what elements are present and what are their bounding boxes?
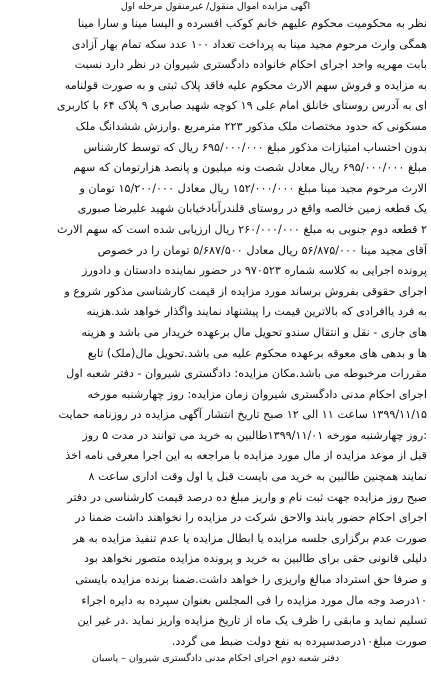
notice-line: قبل از موعد مزایده از مال مورد مزایده با مراجعه به این اجرا معرفی نامه اخذ	[65, 449, 427, 463]
notice-line: دلیلی قانونی حقی برای طالبین به خرید و پرونده مزایده متصور نخواهد بود	[84, 552, 427, 566]
notice-line: ای به آدرس روستای خانلق امام علی ۱۹ کوچه شهید صابری ۹ پلاک ۶۴ با کاربری	[56, 99, 427, 113]
notice-line: صبح روز مزایده جهت ثبت نام و واریز مبلغ ده درصد قیمت کارشناسی در دفتر	[67, 490, 427, 504]
notice-line: همگی وارث مرحوم مجید مینا به پرداخت تعداد ۱۰۰ عدد سکه تمام بهار آزادی	[71, 37, 427, 51]
notice-title: آگهی مزایده اموال منقول/ غیرمنقول مرحله اول	[120, 1, 311, 12]
notice-line: یک قطعه زمین خالصه واقع در روستای قلندرآبادخیابان شهید علیرضا صبوری	[77, 202, 427, 216]
notice-line: پرونده اجرایی به کلاسه شماره ۹۷۰۵۲۳ در حضور نماینده دادستان و دادورز	[82, 264, 427, 278]
notice-line: نظر به محکومیت محکوم علیهم خانم کوکب افسرده و الیسا مینا و سارا مینا	[77, 17, 427, 30]
notice-line: الارث مرحوم مجید مینا مبلغ ۱۵۲/۰۰۰/۰۰۰ ریال معادل ۱۵/۲۰۰/۰۰۰ تومان و	[79, 181, 427, 195]
notice-line: صورت عدم برگزاری جلسه مزایده یا ابطال مزایده یا عدم تنفیذ مزایده به هر	[73, 531, 427, 545]
notice-line: بدون احتساب امتیازات مذکور مبلغ ۶۹۵/۰۰۰/۰۰۰ ریال که توسط کارشناس	[83, 140, 427, 154]
notice-line: آقای مجید مینا ۵۶/۸۷۵/۰۰۰ ریال معادل ۵/۶۸۷/۵۰۰ تومان را در خصوص	[97, 243, 427, 257]
notice-line: های جاری - نقل و انتقال سندو تحویل مال برعهده خریدار می باشد و هزینه	[81, 325, 427, 339]
notice-line: ها و بدهی های معوقه برعهده محکوم علیه می باشد.تحویل مال(ملک) تابع	[87, 346, 427, 360]
notice-line: به مزایده و فروش سهم الارث محکوم علیه فاقد پلاک ثبتی و به صورت قولنامه	[64, 78, 427, 92]
notice-line: اجرای احکام حضور یابند والاحق شرکت در مزایده را نخواهند داشت ضمنا در	[75, 511, 427, 525]
notice-line: و صرفا حق استرداد مبالغ واریزی را خواهد داشت.ضمنا برنده مزایده بایستی	[75, 573, 427, 587]
notice-line: ۲ قطعه دوم جنوبی به مبلغ ۲۶۰/۰۰۰/۰۰۰ ریال ارزیابی شده است که سهم الارث	[57, 222, 427, 236]
notice-line: اجرای احکام مدنی دادگستری شیروان زمان مزایده: روز چهارشنبه مورخه	[87, 387, 427, 401]
notice-line: صورت مبلغ۱۰درصدسپرده به نفع دولت ضبط می گردد.	[171, 634, 427, 648]
notice-line: مبلغ ۶۹۵/۰۰۰/۰۰۰ ریال معادل شصت ونه میلیون و پانصد هزارتومان که سهم	[73, 161, 427, 175]
notice-footer: دفتر شعبه دوم اجرای احکام مدنی دادگستری شیروان – پاسبان	[91, 653, 340, 665]
notice-line: ۱۰درصد وجه مال مورد مزایده را فی المجلس بعنوان سپرده به دایره اجراء	[81, 593, 427, 607]
notice-line: اجرای حقوقی بفروش برساند مورد مزایده از قیمت کارشناسی مذکور شروع و	[64, 284, 427, 298]
notice-body	[4, 14, 427, 652]
notice-line: مسکونی که حدود مختصات ملک مذکور ۲۲۳ مترمربع .وارزش ششدانگ ملک	[75, 119, 427, 133]
notice-line: بابت مهریه واحد اجرای احکام خانواده دادگستری شیروان در نظر دارد نسبت	[74, 58, 427, 72]
notice-line: به فرد یاافرادی که بالاترین قیمت را پیشنهاد نمایند واگذار خواهد شد.هزینه	[86, 305, 427, 319]
notice-line: مقررات مرخبوطه می باشد.مکان مزایده: دادگستری شیروان - دفتر شعبه اول	[66, 367, 427, 381]
notice-line: تسلیم نماید و مابقی را ظرف یک ماه از تاریخ مزایده واریز نماید .در غیر این	[77, 614, 427, 628]
notice-line: ۱۳۹۹/۱۱/۱۵ ساعت ۱۱ الی ۱۲ صبح تاریخ انتشار آگهی مزایده در روزنامه حمایت	[58, 408, 427, 422]
notice-line: نمایند همچنین طالبین به خرید می بایست قبل یا اول وقت اداری ساعت ۸	[88, 470, 427, 484]
notice-line: :روز چهارشنبه مورخه ۱۳۹۹/۱۱/۰۱طالبین به خرید می توانند در مدت ۵ روز	[82, 428, 427, 442]
